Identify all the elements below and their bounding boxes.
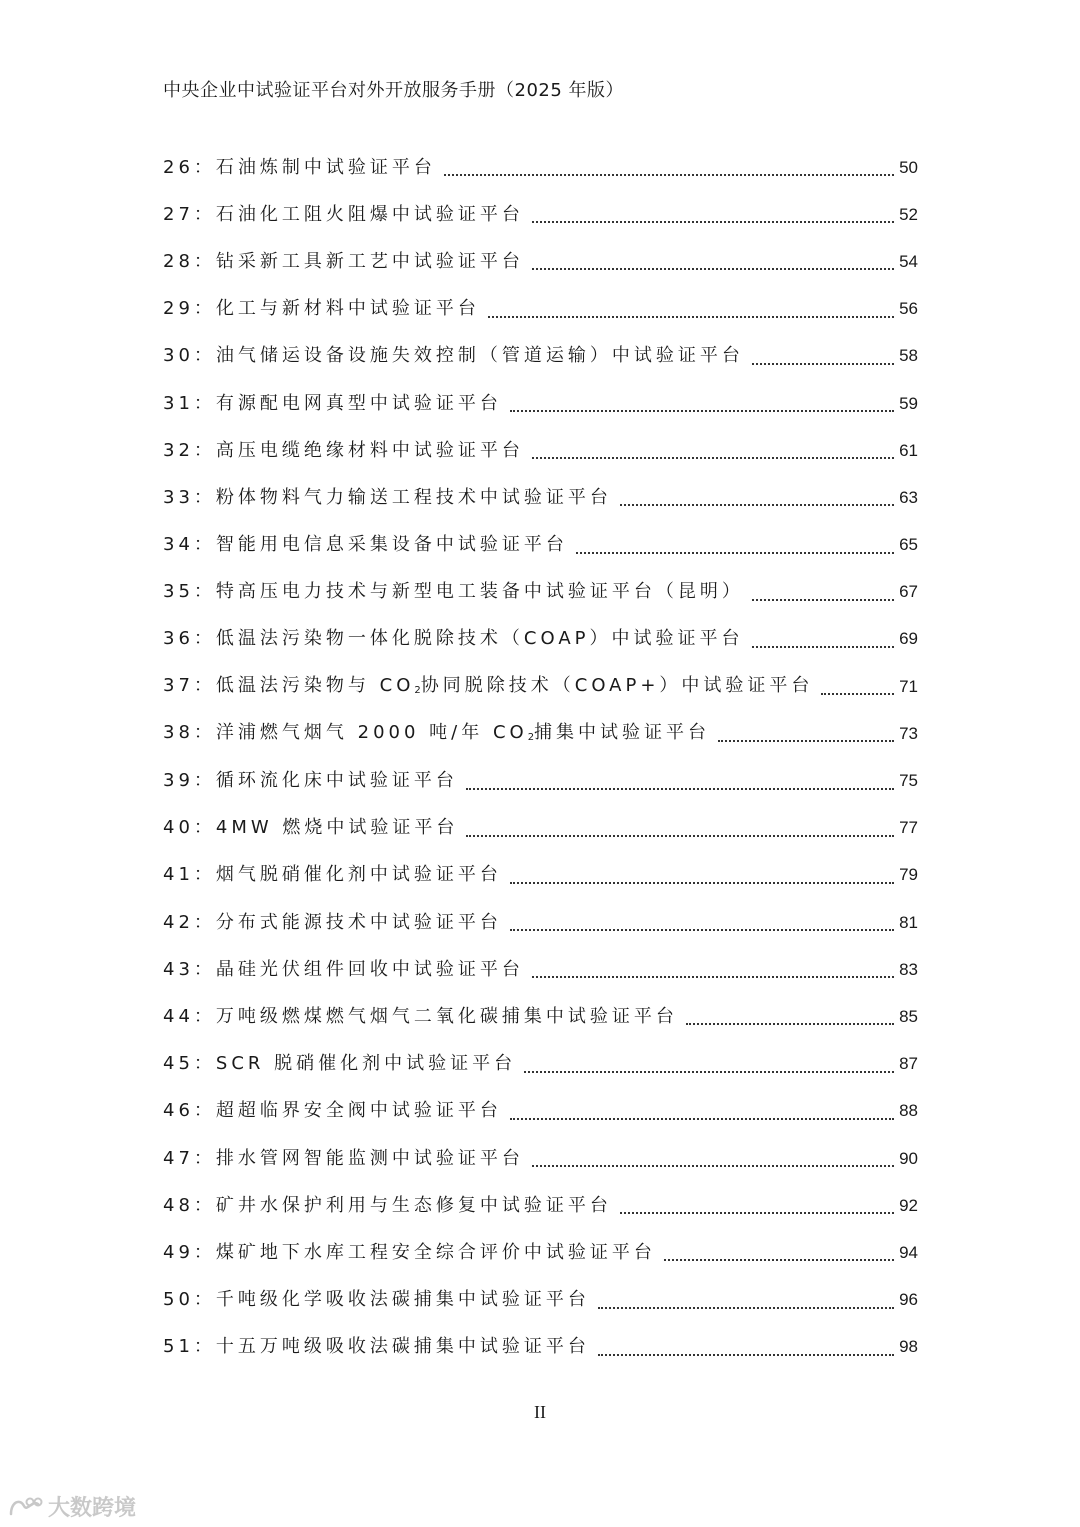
subscript-two: 2 (414, 685, 421, 697)
dot-leader (598, 1353, 894, 1356)
toc-entry-page: 58 (899, 346, 918, 366)
dot-leader (532, 456, 894, 459)
toc-entry-title: 41：烟气脱硝催化剂中试验证平台 (163, 864, 502, 886)
dot-leader (752, 598, 894, 601)
watermark (8, 1491, 136, 1522)
document-header: 中央企业中试验证平台对外开放服务手册（2025 年版） (163, 80, 625, 101)
toc-entry[interactable] (163, 474, 918, 521)
dot-leader (532, 975, 894, 978)
dot-leader (821, 692, 894, 695)
toc-entry-page: 56 (899, 299, 918, 319)
page-number: II (534, 1402, 546, 1422)
toc-entry-page: 75 (899, 771, 918, 791)
toc-entry-page: 98 (899, 1337, 918, 1357)
dot-leader (686, 1022, 894, 1025)
toc-entry[interactable] (163, 522, 918, 569)
toc-entry-title: 40：4MW 燃烧中试验证平台 (163, 817, 459, 839)
toc-entry-title: 28：钻采新工具新工艺中试验证平台 (163, 250, 524, 272)
dot-leader (576, 551, 894, 554)
toc-entry[interactable] (163, 1277, 918, 1324)
toc-entry-title: 43：晶硅光伏组件回收中试验证平台 (163, 958, 524, 980)
toc-entry-page: 69 (899, 629, 918, 649)
toc-entry-title: 33：粉体物料气力输送工程技术中试验证平台 (163, 486, 612, 508)
dot-leader (510, 881, 894, 884)
dot-leader (532, 267, 894, 270)
toc-entry[interactable] (163, 427, 918, 474)
toc-entry-title: 50：千吨级化学吸收法碳捕集中试验证平台 (163, 1289, 590, 1311)
toc-entry-title: 48：矿井水保护利用与生态修复中试验证平台 (163, 1194, 612, 1216)
toc-entry[interactable] (163, 144, 918, 191)
toc-entry-page: 54 (899, 251, 918, 271)
dot-leader (620, 503, 894, 506)
toc-entry-title: 35：特高压电力技术与新型电工装备中试验证平台（昆明） (163, 581, 744, 603)
toc-entry[interactable] (163, 899, 918, 946)
toc-entry[interactable] (163, 1182, 918, 1229)
toc-entry-title: 42：分布式能源技术中试验证平台 (163, 911, 502, 933)
toc-entry[interactable] (163, 852, 918, 899)
toc-entry-page: 59 (899, 393, 918, 413)
table-of-contents (163, 144, 918, 1371)
toc-entry-page: 90 (899, 1148, 918, 1168)
dot-leader (510, 1117, 894, 1120)
dot-leader (598, 1306, 894, 1309)
toc-entry-title: 34：智能用电信息采集设备中试验证平台 (163, 534, 568, 556)
toc-entry-page: 81 (899, 912, 918, 932)
dot-leader (664, 1258, 894, 1261)
toc-entry[interactable] (163, 1229, 918, 1276)
dot-leader (532, 220, 894, 223)
toc-entry[interactable] (163, 569, 918, 616)
toc-entry[interactable] (163, 380, 918, 427)
toc-entry-page: 94 (899, 1242, 918, 1262)
dot-leader (444, 173, 894, 176)
toc-entry-title (163, 677, 813, 696)
toc-entry-title-part: 37：低温法污染物与 CO (163, 675, 415, 697)
toc-entry[interactable] (163, 616, 918, 663)
toc-entry-title: 49：煤矿地下水库工程安全综合评价中试验证平台 (163, 1241, 656, 1263)
toc-entry-page: 87 (899, 1054, 918, 1074)
toc-entry-page: 73 (899, 723, 918, 743)
toc-entry-title: 32：高压电缆绝缘材料中试验证平台 (163, 439, 524, 461)
toc-entry[interactable] (163, 757, 918, 804)
dot-leader (532, 1164, 894, 1167)
toc-entry[interactable] (163, 946, 918, 993)
toc-entry-title: 29：化工与新材料中试验证平台 (163, 298, 480, 320)
toc-entry[interactable] (163, 191, 918, 238)
toc-entry-title: 44：万吨级燃煤燃气烟气二氧化碳捕集中试验证平台 (163, 1005, 678, 1027)
toc-entry[interactable] (163, 663, 918, 710)
toc-entry-page: 50 (899, 157, 918, 177)
toc-entry[interactable] (163, 333, 918, 380)
toc-entry-title: 46：超超临界安全阀中试验证平台 (163, 1100, 502, 1122)
toc-entry-title-part: 38：洋浦燃气烟气 2000 吨/年 CO (163, 722, 528, 744)
dot-leader (510, 409, 894, 412)
toc-entry[interactable] (163, 1135, 918, 1182)
toc-entry-page: 52 (899, 204, 918, 224)
toc-entry-title-part: 捕集中试验证平台 (534, 722, 711, 744)
dot-leader (752, 362, 894, 365)
dot-leader (718, 739, 894, 742)
toc-entry-title: 36：低温法污染物一体化脱除技术（COAP）中试验证平台 (163, 628, 744, 650)
toc-entry-page: 67 (899, 582, 918, 602)
subscript-two: 2 (527, 732, 535, 744)
toc-entry-title: 47：排水管网智能监测中试验证平台 (163, 1147, 524, 1169)
dot-leader (488, 315, 894, 318)
dot-leader (752, 645, 895, 648)
toc-entry-title: 51：十五万吨级吸收法碳捕集中试验证平台 (163, 1336, 590, 1358)
toc-entry-title-part: 协同脱除技术（COAP+）中试验证平台 (420, 675, 814, 697)
toc-entry-page: 61 (899, 440, 918, 460)
toc-entry-title: 26：石油炼制中试验证平台 (163, 156, 436, 178)
toc-entry-page: 63 (899, 487, 918, 507)
toc-entry[interactable] (163, 805, 918, 852)
toc-entry-title (163, 724, 710, 743)
watermark-text: 大数跨境 (48, 1496, 137, 1521)
toc-entry-title: 30：油气储运设备设施失效控制（管道运输）中试验证平台 (163, 345, 744, 367)
toc-entry[interactable] (163, 1324, 918, 1371)
toc-entry-page: 65 (899, 535, 918, 555)
toc-entry-page: 83 (899, 959, 918, 979)
toc-entry-page: 71 (899, 676, 918, 696)
toc-entry-page: 77 (899, 818, 918, 838)
toc-entry-page: 85 (899, 1006, 918, 1026)
dot-leader (510, 928, 894, 931)
toc-entry[interactable] (163, 238, 918, 285)
dot-leader (524, 1070, 894, 1073)
toc-entry-title: 31：有源配电网真型中试验证平台 (163, 392, 502, 414)
toc-entry-title: 27：石油化工阻火阻爆中试验证平台 (163, 203, 524, 225)
toc-entry[interactable] (163, 1041, 918, 1088)
toc-entry[interactable] (163, 710, 918, 757)
toc-entry-page: 79 (899, 865, 918, 885)
toc-entry-page: 96 (899, 1290, 918, 1310)
toc-entry[interactable] (163, 1088, 918, 1135)
dot-leader (466, 787, 894, 790)
toc-entry-title: 45：SCR 脱硝催化剂中试验证平台 (163, 1053, 517, 1075)
dot-leader (466, 834, 894, 837)
toc-entry-page: 88 (899, 1101, 918, 1121)
toc-entry[interactable] (163, 286, 918, 333)
dot-leader (620, 1211, 894, 1214)
wave-logo-icon (8, 1494, 44, 1520)
toc-entry[interactable] (163, 993, 918, 1040)
toc-entry-page: 92 (899, 1195, 918, 1215)
toc-entry-title: 39：循环流化床中试验证平台 (163, 770, 458, 792)
